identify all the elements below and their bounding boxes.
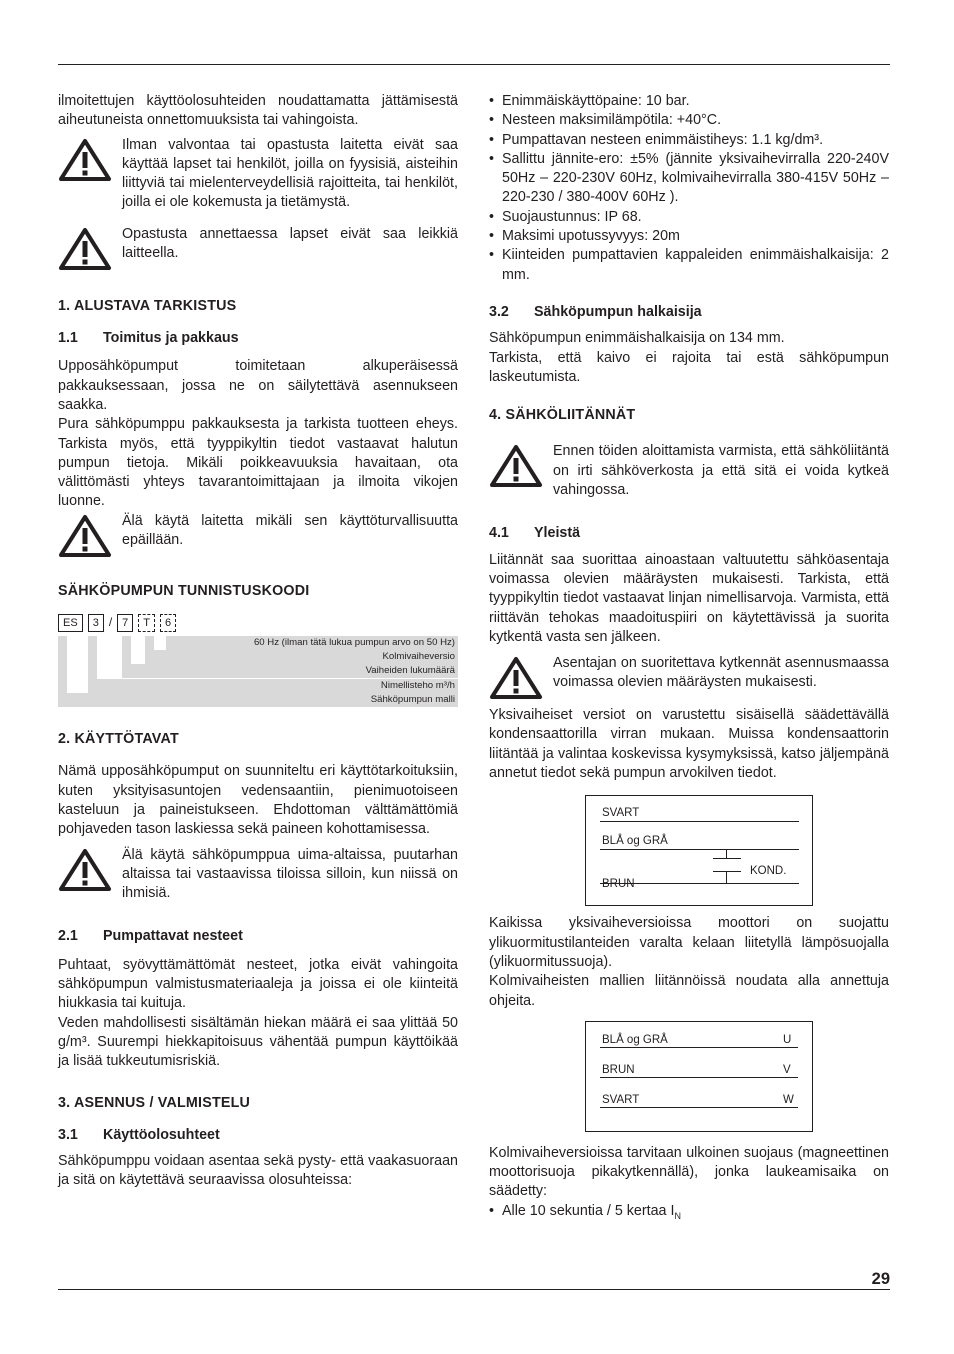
warning-block — [58, 512, 458, 558]
legend-bracket — [122, 636, 131, 664]
subsection-heading — [58, 927, 458, 946]
legend-item: Nimellisteho m³/h — [88, 679, 458, 693]
list-item: • Nesteen maksimilämpötila: +40°C. — [489, 111, 889, 130]
subsection-title: Sähköpumpun halkaisija — [534, 303, 702, 320]
warning-block — [58, 846, 458, 904]
wire-line — [600, 821, 799, 822]
warning-block — [489, 654, 889, 700]
warning-triangle-icon — [489, 444, 543, 488]
subsection-number: 3.2 — [489, 303, 509, 320]
subsection-heading — [58, 1126, 458, 1145]
wire-line — [600, 883, 799, 884]
legend-bracket — [88, 636, 97, 679]
legend-item: Sähköpumpun malli — [58, 693, 458, 707]
terminal-label: U — [783, 1033, 792, 1046]
capacitor-label: KOND. — [750, 865, 787, 878]
paragraph: Kolmivaiheversioissa tarvitaan ulkoinen suojaus (magneettinen moottorisuoja pikakytkennällä), jonka laukeamisaika on säädetty: — [489, 1144, 889, 1200]
paragraph: Yksivaiheiset versiot on varustettu sisäisellä säädettävällä kondensaattorilla virran mukaan. Muissa kondensaattorin liitäntää ja valintaa koskevissa kysymyksissä, katso jäljempänä annetut tiedot sekä pumpun arvokilven tiedot. — [489, 707, 889, 782]
subsection-heading — [489, 303, 889, 322]
single-phase-wiring-diagram — [585, 795, 813, 906]
subsection-heading — [58, 329, 458, 348]
paragraph: Liitännät saa suorittaa ainoastaan valtuutettu sähköasentaja voimassa olevien määräysten mukaisesti. Tarkista, että tyyppikyltin tiedot vastaavat linjan nimellisarvoja. Varmista, että riittävän tehokas maadoituspiiri on käytettävissä ja suorita kytkentä vasta sen jälkeen. — [489, 551, 889, 645]
section-heading: 3. ASENNUS / VALMISTELU — [58, 1094, 251, 1111]
list-item-text: Alle 10 sekuntia / 5 kertaa I — [502, 1202, 675, 1219]
warning-triangle-icon — [489, 656, 543, 700]
warning-triangle-icon — [58, 514, 112, 558]
three-phase-wiring-diagram — [585, 1021, 813, 1132]
paragraph: Sähköpumpun enimmäishalkaisija on 134 mm. — [489, 330, 785, 347]
paragraph: Nämä upposähköpumput on suunniteltu eri käyttötarkoituksiin, kuten yksityisasuntojen vedensaantiin, pienimuotoiseen kasteluun ja paineistukseen. Ehdottoman välttämättömiä pohjaveden tason laskiessa sekä paineen kohottamisessa. — [58, 763, 458, 838]
subsection-number: 3.1 — [58, 1126, 78, 1143]
code-box: T — [138, 614, 155, 632]
left-column — [58, 92, 458, 1191]
wire-line — [600, 1107, 798, 1108]
right-column — [489, 92, 889, 1226]
code-box: 6 — [160, 614, 176, 632]
conditions-list — [489, 92, 889, 285]
top-rule — [58, 64, 890, 65]
warning-triangle-icon — [58, 138, 112, 182]
list-item: • Enimmäiskäyttöpaine: 10 bar. — [489, 92, 889, 111]
list-item — [489, 1202, 889, 1226]
intro-paragraph: ilmoitettujen käyttöolosuhteiden noudattamatta jättämisestä aiheutuneista onnettomuuksista tai vahingoista. — [58, 93, 458, 129]
code-box: ES — [58, 614, 83, 632]
warning-text: Opastusta annettaessa lapset eivät saa leikkiä laitteella. — [122, 225, 458, 262]
code-box: 3 — [88, 614, 104, 632]
subsection-title: Toimitus ja pakkaus — [103, 330, 239, 347]
page-number: 29 — [871, 1270, 890, 1288]
bottom-rule — [58, 1289, 890, 1290]
paragraph: Veden mahdollisesti sisältämän hiekan määrä ei saa ylittää 50 g/m³. Suurempi hiekkapitoisuus vähentää pumpun käyttöikää ja lisää tukkeutumisriskiä. — [58, 1014, 458, 1070]
wire-label: SVART — [602, 807, 640, 820]
paragraph: Pura sähköpumppu pakkauksesta ja tarkista tuotteen eheys. Tarkista myös, että tyyppikyltin tiedot vastaavat halutun pumpun tietoja. Mikäli poikkeavuuksia havaitaan, ota välittömästi yhteys tavarantoimittajaan ja ilmoita vikojen luonne. — [58, 416, 458, 510]
legend-item: 60 Hz (ilman tätä lukua pumpun arvo on 50 Hz) — [166, 636, 458, 650]
warning-block — [58, 136, 458, 213]
warning-text: Älä käytä laitetta mikäli sen käyttöturvallisuutta epäillään. — [122, 512, 458, 549]
subsection-title: Pumpattavat nesteet — [103, 928, 243, 945]
section-heading: 2. KÄYTTÖTAVAT — [58, 731, 179, 748]
wire-line — [600, 849, 799, 850]
terminal-label: W — [783, 1093, 794, 1106]
paragraph: Upposähköpumput toimitetaan alkuperäisessä pakkauksessaan, jossa ne on säilytettävä asennukseen saakka. — [58, 358, 458, 413]
wire-line — [600, 1077, 798, 1078]
paragraph: Puhtaat, syövyttämättömät nesteet, jotka eivät vahingoita sähköpumpun valmistusmateriaaleja ja joissa ei ole kiinteitä hiukkasia tai kuituja. — [58, 956, 458, 1012]
code-legend — [58, 636, 458, 708]
paragraph: Tarkista, että kaivo ei rajoita tai estä sähköpumpun laskeutumista. — [489, 349, 889, 385]
legend-item: Kolmivaiheversio — [145, 650, 458, 664]
trip-list — [489, 1202, 889, 1226]
wire-label: BLÅ og GRÅ — [602, 835, 668, 848]
list-item: • Kiinteiden pumpattavien kappaleiden enimmäishalkaisija: 2 mm. — [489, 246, 889, 285]
wire-label: BRUN — [602, 878, 635, 891]
warning-text: Ennen töiden aloittamista varmista, että sähköliitäntä on irti sähköverkosta ja että sitä ei voida kytkeä vahingossa. — [553, 443, 889, 499]
section-heading: 4. SÄHKÖLIITÄNNÄT — [489, 407, 636, 424]
list-item: • Sallittu jännite-ero: ±5% (jännite yksivaihevirralla 220-240V 50Hz – 220-230V 60Hz, kolmivaihevirralla 380-415V 50Hz – 220-230 / 380-400V 60Hz ). — [489, 150, 889, 208]
list-item: • Maksimi upotussyvyys: 20m — [489, 227, 889, 246]
subsection-title: Yleistä — [534, 525, 581, 542]
wire-label: SVART — [602, 1093, 640, 1106]
paragraph: Kaikissa yksivaiheversioissa moottori on suojattu ylikuormitustilanteiden varalta kelaan liitetyllä lämpösuojalla (ylikuormitussuoja). — [489, 915, 889, 970]
legend-bracket — [145, 636, 154, 650]
capacitor-lead — [726, 871, 727, 883]
subsection-title: Käyttöolosuhteet — [103, 1126, 220, 1143]
warning-triangle-icon — [58, 848, 112, 892]
warning-block — [58, 225, 458, 271]
paragraph: Sähköpumppu voidaan asentaa sekä pysty- että vaakasuoraan ja sitä on käytettävä seuraavissa olosuhteissa: — [58, 1153, 458, 1189]
code-boxes — [58, 613, 458, 632]
list-item: • Pumpattavan nesteen enimmäistiheys: 1.1 kg/dm³. — [489, 131, 889, 150]
paragraph: Kolmivaiheisten mallien liitännöissä noudata alla annettuja ohjeita. — [489, 973, 889, 1009]
warning-block — [489, 442, 889, 500]
warning-text: Ilman valvontaa tai opastusta laitetta eivät saa käyttää lapset tai henkilöt, joilla on fyysisiä, aisteihin liittyviä tai mielenterveydellisiä rajoitteita, tai henkilöt, joilla ei ole kokemusta ja tietämystä. — [122, 136, 458, 211]
warning-text: Asentajan on suoritettava kytkennät asennusmaassa voimassa olevien määräysten mukaisesti. — [553, 655, 889, 691]
capacitor-plate — [713, 858, 741, 859]
legend-item: Vaiheiden lukumäärä — [122, 664, 458, 678]
list-item: • Suojaustunnus: IP 68. — [489, 208, 889, 227]
wire-label: BRUN — [602, 1063, 635, 1076]
capacitor-plate — [713, 871, 741, 872]
code-box: 7 — [117, 614, 133, 632]
legend-bracket — [58, 636, 67, 693]
capacitor-lead — [726, 849, 727, 858]
wire-line — [600, 1047, 798, 1048]
subsection-number: 1.1 — [58, 330, 78, 347]
warning-triangle-icon — [58, 227, 112, 271]
code-separator: / — [108, 614, 113, 629]
terminal-label: V — [783, 1063, 791, 1076]
code-heading: SÄHKÖPUMPUN TUNNISTUSKOODI — [58, 582, 310, 599]
subscript: N — [674, 1210, 681, 1221]
subsection-number: 4.1 — [489, 525, 509, 542]
subsection-number: 2.1 — [58, 928, 78, 945]
section-heading: 1. ALUSTAVA TARKISTUS — [58, 297, 237, 314]
subsection-heading — [489, 524, 889, 543]
warning-text: Älä käytä sähköpumppua uima-altaissa, puutarhan altaissa tai vastaavissa tiloissa silloin, kun niissä on ihmisiä. — [122, 846, 458, 902]
wire-label: BLÅ og GRÅ — [602, 1033, 668, 1046]
